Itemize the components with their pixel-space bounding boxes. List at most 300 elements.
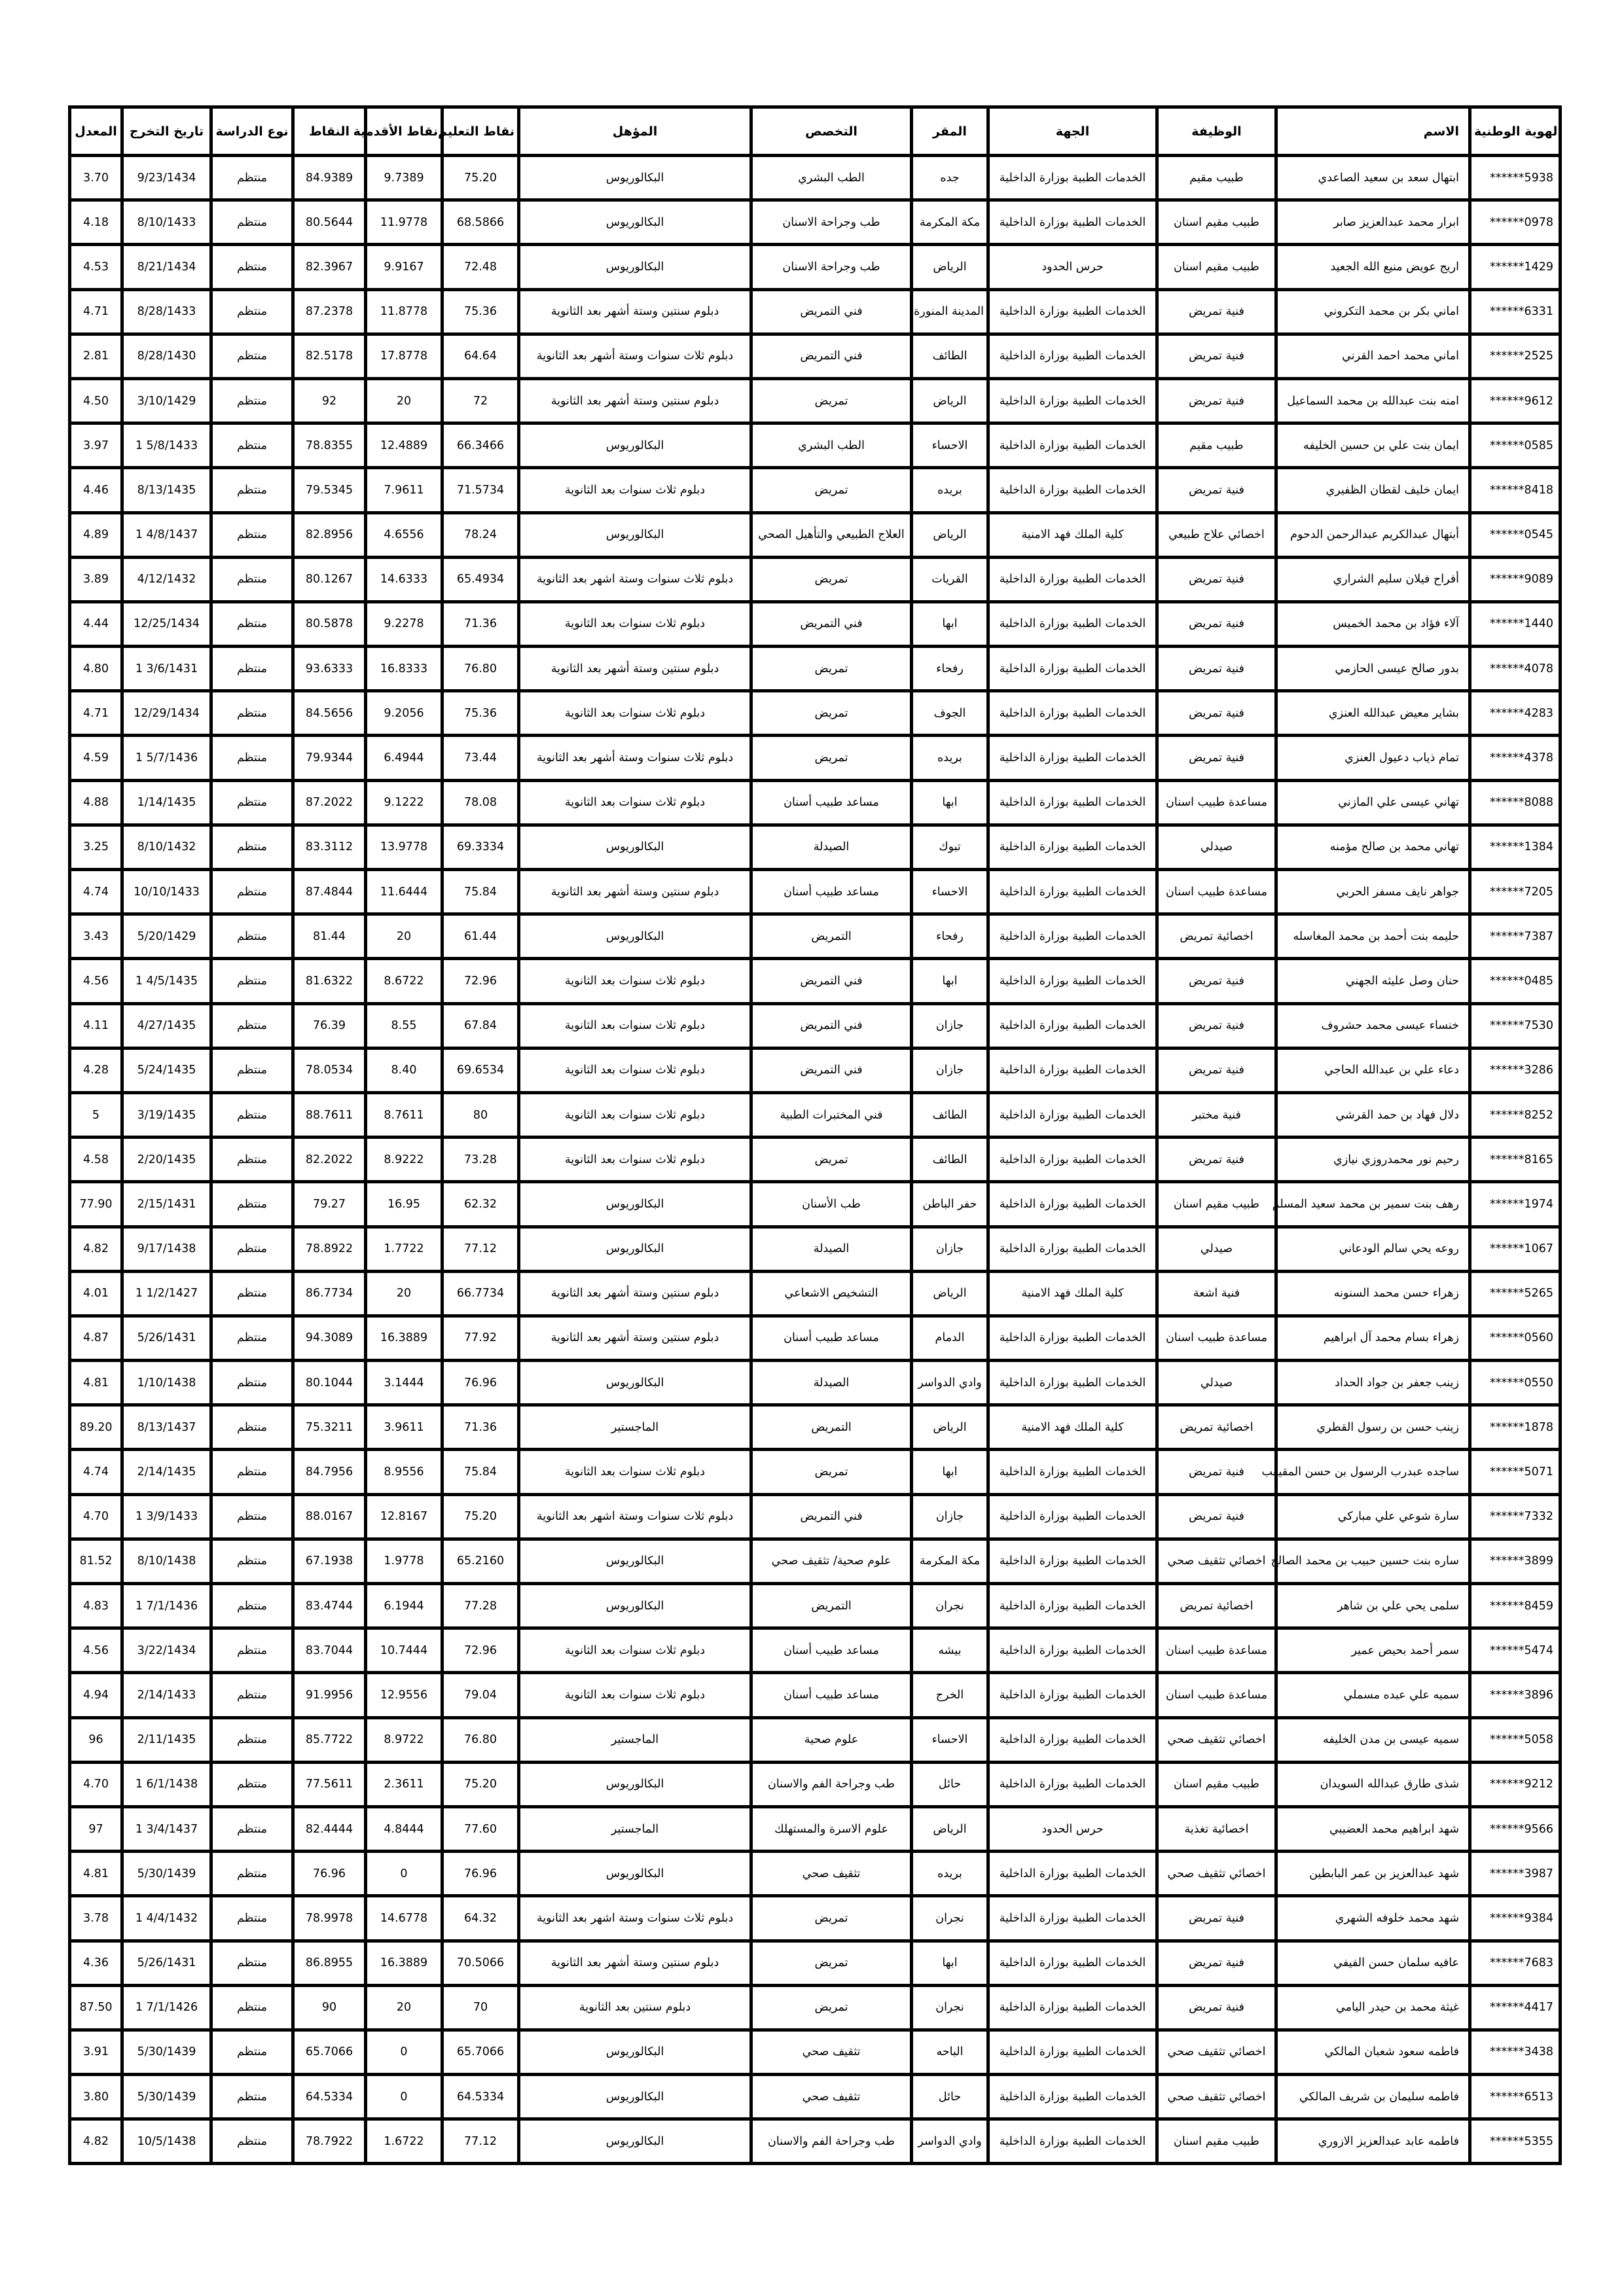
- cell-study-type: منتظم: [211, 647, 293, 691]
- cell-specialty: فني التمريض: [751, 1494, 912, 1539]
- cell-location: ابها: [912, 959, 988, 1003]
- cell-graduation-date: 9/23/1434: [122, 156, 211, 200]
- cell-study-type: منتظم: [211, 1182, 293, 1227]
- table-row: [70, 1539, 1561, 1583]
- cell-specialty: مساعد طبيب أسنان: [751, 1673, 912, 1717]
- cell-national-id: ******5355: [1470, 2119, 1561, 2164]
- cell-total-points: 79.27: [293, 1182, 366, 1227]
- cell-national-id: ******9384: [1470, 1896, 1561, 1941]
- cell-graduation-date: 4/5/1435 1: [122, 959, 211, 1003]
- cell-education-points: 65.4934: [442, 557, 519, 601]
- cell-specialty: فني التمريض: [751, 601, 912, 646]
- cell-gpa: 4.81: [70, 1852, 122, 1896]
- cell-specialty: تمريض: [751, 1450, 912, 1494]
- cell-national-id: ******1067: [1470, 1227, 1561, 1271]
- cell-study-type: منتظم: [211, 1138, 293, 1182]
- cell-specialty: علوم صحية: [751, 1717, 912, 1762]
- cell-qualification: دبلوم ثلاث سنوات بعد الثانوية: [519, 1003, 751, 1048]
- cell-name: عافيه سلمان حسن الفيفي: [1276, 1941, 1470, 1985]
- cell-total-points: 78.9978: [293, 1896, 366, 1941]
- cell-location: حائل: [912, 2075, 988, 2119]
- cell-qualification: دبلوم سنتين وستة أشهر بعد الثانوية: [519, 647, 751, 691]
- cell-total-points: 78.7922: [293, 2119, 366, 2164]
- cell-name: أبتهال عبدالكريم عبدالرحمن الدحوم: [1276, 512, 1470, 557]
- cell-study-type: منتظم: [211, 1628, 293, 1673]
- table-row: [70, 601, 1561, 646]
- cell-name: حليمه بنت أحمد بن محمد المغاسله: [1276, 914, 1470, 959]
- table-row: [70, 423, 1561, 468]
- candidates-table: [68, 105, 1562, 2165]
- cell-graduation-date: 3/4/1437 1: [122, 1806, 211, 1851]
- cell-location: مكة المكرمة: [912, 1539, 988, 1583]
- cell-gpa: 4.74: [70, 870, 122, 914]
- column-header-location: المقر: [912, 107, 988, 156]
- cell-gpa: 4.01: [70, 1271, 122, 1316]
- cell-study-type: منتظم: [211, 870, 293, 914]
- cell-agency: الخدمات الطبية بوزارة الداخلية: [988, 825, 1157, 869]
- table-row: [70, 156, 1561, 200]
- cell-total-points: 82.3967: [293, 245, 366, 289]
- cell-location: تبوك: [912, 825, 988, 869]
- cell-location: الرياض: [912, 245, 988, 289]
- cell-job-title: طبيب مقيم اسنان: [1157, 245, 1276, 289]
- cell-national-id: ******4417: [1470, 1985, 1561, 2030]
- cell-gpa: 4.53: [70, 245, 122, 289]
- cell-agency: الخدمات الطبية بوزارة الداخلية: [988, 2075, 1157, 2119]
- cell-education-points: 80: [442, 1092, 519, 1137]
- cell-gpa: 4.82: [70, 1227, 122, 1271]
- cell-study-type: منتظم: [211, 2030, 293, 2074]
- cell-gpa: 4.81: [70, 1361, 122, 1405]
- cell-education-points: 77.60: [442, 1806, 519, 1851]
- cell-job-title: اخصائي علاج طبيعي: [1157, 512, 1276, 557]
- cell-qualification: دبلوم ثلاث سنوات بعد الثانوية: [519, 691, 751, 736]
- cell-job-title: مساعدة طبيب اسنان: [1157, 870, 1276, 914]
- cell-qualification: البكالوريوس: [519, 512, 751, 557]
- cell-agency: الخدمات الطبية بوزارة الداخلية: [988, 780, 1157, 825]
- cell-education-points: 69.3334: [442, 825, 519, 869]
- cell-qualification: البكالوريوس: [519, 423, 751, 468]
- cell-total-points: 80.1044: [293, 1361, 366, 1405]
- cell-national-id: ******8088: [1470, 780, 1561, 825]
- cell-seniority-points: 9.2056: [366, 691, 442, 736]
- cell-agency: الخدمات الطبية بوزارة الداخلية: [988, 959, 1157, 1003]
- cell-total-points: 91.9956: [293, 1673, 366, 1717]
- cell-gpa: 87.50: [70, 1985, 122, 2030]
- cell-name: غيثة محمد بن حيدر اليامي: [1276, 1985, 1470, 2030]
- cell-total-points: 76.39: [293, 1003, 366, 1048]
- cell-national-id: ******1878: [1470, 1405, 1561, 1450]
- cell-agency: الخدمات الطبية بوزارة الداخلية: [988, 1361, 1157, 1405]
- cell-total-points: 80.1267: [293, 557, 366, 601]
- cell-name: رحيم نور محمدروزي نيازي: [1276, 1138, 1470, 1182]
- cell-name: أفراح فيلان سليم الشراري: [1276, 557, 1470, 601]
- cell-graduation-date: 12/25/1434: [122, 601, 211, 646]
- cell-job-title: فنية تمريض: [1157, 601, 1276, 646]
- column-header-total-points: النقاط: [293, 107, 366, 156]
- cell-location: الدمام: [912, 1316, 988, 1360]
- cell-education-points: 65.7066: [442, 2030, 519, 2074]
- cell-graduation-date: 8/28/1433: [122, 289, 211, 334]
- cell-graduation-date: 12/29/1434: [122, 691, 211, 736]
- cell-study-type: منتظم: [211, 1673, 293, 1717]
- cell-study-type: منتظم: [211, 1227, 293, 1271]
- cell-seniority-points: 4.6556: [366, 512, 442, 557]
- cell-national-id: ******3896: [1470, 1673, 1561, 1717]
- cell-job-title: فنية تمريض: [1157, 1048, 1276, 1092]
- cell-seniority-points: 3.9611: [366, 1405, 442, 1450]
- cell-agency: الخدمات الطبية بوزارة الداخلية: [988, 2119, 1157, 2164]
- cell-agency: الخدمات الطبية بوزارة الداخلية: [988, 156, 1157, 200]
- cell-qualification: دبلوم سنتين وستة أشهر بعد الثانوية: [519, 378, 751, 423]
- cell-location: جازان: [912, 1494, 988, 1539]
- cell-education-points: 75.84: [442, 870, 519, 914]
- cell-location: المدينة المنورة: [912, 289, 988, 334]
- table-row: [70, 1182, 1561, 1227]
- cell-education-points: 70: [442, 1985, 519, 2030]
- cell-specialty: فني التمريض: [751, 1003, 912, 1048]
- cell-gpa: 4.59: [70, 736, 122, 780]
- cell-seniority-points: 16.95: [366, 1182, 442, 1227]
- cell-agency: الخدمات الطبية بوزارة الداخلية: [988, 1584, 1157, 1628]
- cell-education-points: 64.64: [442, 334, 519, 378]
- cell-graduation-date: 5/8/1433 1: [122, 423, 211, 468]
- table-row: [70, 1138, 1561, 1182]
- cell-specialty: العلاج الطبيعي والتأهيل الصحي: [751, 512, 912, 557]
- cell-total-points: 86.8955: [293, 1941, 366, 1985]
- cell-national-id: ******4283: [1470, 691, 1561, 736]
- cell-study-type: منتظم: [211, 914, 293, 959]
- cell-study-type: منتظم: [211, 1003, 293, 1048]
- cell-seniority-points: 6.1944: [366, 1584, 442, 1628]
- cell-total-points: 85.7722: [293, 1717, 366, 1762]
- cell-national-id: ******5058: [1470, 1717, 1561, 1762]
- cell-total-points: 84.5656: [293, 691, 366, 736]
- cell-study-type: منتظم: [211, 1762, 293, 1806]
- cell-qualification: دبلوم ثلاث سنوات وستة أشهر بعد الثانوية: [519, 736, 751, 780]
- cell-national-id: ******0585: [1470, 423, 1561, 468]
- cell-national-id: ******3899: [1470, 1539, 1561, 1583]
- cell-graduation-date: 3/22/1434: [122, 1628, 211, 1673]
- table-row: [70, 647, 1561, 691]
- cell-qualification: البكالوريوس: [519, 2119, 751, 2164]
- cell-agency: الخدمات الطبية بوزارة الداخلية: [988, 334, 1157, 378]
- cell-specialty: تمريض: [751, 736, 912, 780]
- cell-graduation-date: 10/10/1433: [122, 870, 211, 914]
- cell-national-id: ******9212: [1470, 1762, 1561, 1806]
- cell-job-title: فنية تمريض: [1157, 1494, 1276, 1539]
- cell-job-title: فنية تمريض: [1157, 334, 1276, 378]
- table-row: [70, 691, 1561, 736]
- cell-graduation-date: 8/10/1438: [122, 1539, 211, 1583]
- cell-location: بريده: [912, 736, 988, 780]
- cell-location: جازان: [912, 1227, 988, 1271]
- cell-gpa: 4.70: [70, 1762, 122, 1806]
- cell-agency: الخدمات الطبية بوزارة الداخلية: [988, 200, 1157, 245]
- cell-location: الرياض: [912, 512, 988, 557]
- cell-graduation-date: 5/7/1436 1: [122, 736, 211, 780]
- cell-education-points: 67.84: [442, 1003, 519, 1048]
- cell-location: وادي الدواسر: [912, 2119, 988, 2164]
- cell-national-id: ******1440: [1470, 601, 1561, 646]
- cell-education-points: 79.04: [442, 1673, 519, 1717]
- cell-location: الرياض: [912, 378, 988, 423]
- cell-agency: حرس الحدود: [988, 245, 1157, 289]
- cell-gpa: 81.52: [70, 1539, 122, 1583]
- cell-specialty: تمريض: [751, 378, 912, 423]
- cell-qualification: البكالوريوس: [519, 1584, 751, 1628]
- cell-total-points: 79.9344: [293, 736, 366, 780]
- cell-name: فاطمه عابد عبدالعزيز الازوري: [1276, 2119, 1470, 2164]
- cell-study-type: منتظم: [211, 1584, 293, 1628]
- cell-total-points: 76.96: [293, 1852, 366, 1896]
- cell-agency: كلية الملك فهد الامنية: [988, 512, 1157, 557]
- cell-seniority-points: 20: [366, 378, 442, 423]
- table-row: [70, 1941, 1561, 1985]
- cell-qualification: دبلوم ثلاث سنوات بعد الثانوية: [519, 601, 751, 646]
- cell-specialty: مساعد طبيب أسنان: [751, 870, 912, 914]
- cell-job-title: طبيب مقيم اسنان: [1157, 1182, 1276, 1227]
- cell-total-points: 87.2378: [293, 289, 366, 334]
- cell-study-type: منتظم: [211, 1539, 293, 1583]
- cell-job-title: اخصائية تمريض: [1157, 914, 1276, 959]
- cell-graduation-date: 8/10/1432: [122, 825, 211, 869]
- cell-job-title: مساعدة طبيب اسنان: [1157, 1673, 1276, 1717]
- cell-agency: الخدمات الطبية بوزارة الداخلية: [988, 1450, 1157, 1494]
- cell-national-id: ******5474: [1470, 1628, 1561, 1673]
- cell-seniority-points: 6.4944: [366, 736, 442, 780]
- cell-education-points: 77.92: [442, 1316, 519, 1360]
- cell-job-title: اخصائي تثقيف صحي: [1157, 1852, 1276, 1896]
- cell-location: رفحاء: [912, 914, 988, 959]
- table-row: [70, 1717, 1561, 1762]
- cell-name: زينب جعفر بن جواد الحداد: [1276, 1361, 1470, 1405]
- cell-seniority-points: 9.9167: [366, 245, 442, 289]
- cell-study-type: منتظم: [211, 691, 293, 736]
- cell-specialty: طب وجراحة الفم والاسنان: [751, 1762, 912, 1806]
- cell-total-points: 81.44: [293, 914, 366, 959]
- table-row: [70, 1450, 1561, 1494]
- cell-total-points: 78.8355: [293, 423, 366, 468]
- cell-national-id: ******0545: [1470, 512, 1561, 557]
- cell-national-id: ******9089: [1470, 557, 1561, 601]
- cell-specialty: تمريض: [751, 1985, 912, 2030]
- cell-name: سميه عيسى بن مدن الخليفه: [1276, 1717, 1470, 1762]
- cell-seniority-points: 4.8444: [366, 1806, 442, 1851]
- cell-seniority-points: 7.9611: [366, 468, 442, 512]
- cell-study-type: منتظم: [211, 2075, 293, 2119]
- cell-graduation-date: 4/12/1432: [122, 557, 211, 601]
- cell-graduation-date: 7/1/1426 1: [122, 1985, 211, 2030]
- cell-agency: الخدمات الطبية بوزارة الداخلية: [988, 1092, 1157, 1137]
- cell-national-id: ******3286: [1470, 1048, 1561, 1092]
- cell-qualification: البكالوريوس: [519, 1227, 751, 1271]
- cell-agency: الخدمات الطبية بوزارة الداخلية: [988, 557, 1157, 601]
- cell-study-type: منتظم: [211, 780, 293, 825]
- cell-qualification: الماجستير: [519, 1405, 751, 1450]
- cell-qualification: البكالوريوس: [519, 2075, 751, 2119]
- cell-name: سلمى يحي علي بن شاهر: [1276, 1584, 1470, 1628]
- cell-seniority-points: 9.2278: [366, 601, 442, 646]
- cell-national-id: ******1429: [1470, 245, 1561, 289]
- cell-gpa: 3.70: [70, 156, 122, 200]
- cell-seniority-points: 20: [366, 1985, 442, 2030]
- cell-education-points: 78.24: [442, 512, 519, 557]
- cell-location: الباحه: [912, 2030, 988, 2074]
- cell-agency: الخدمات الطبية بوزارة الداخلية: [988, 1941, 1157, 1985]
- cell-name: اريج عويض منيع الله الجعيد: [1276, 245, 1470, 289]
- cell-job-title: فنية مختبر: [1157, 1092, 1276, 1137]
- column-header-education-points: نقاط التعليم: [442, 107, 519, 156]
- cell-gpa: 4.36: [70, 1941, 122, 1985]
- cell-specialty: تثقيف صحي: [751, 2030, 912, 2074]
- cell-gpa: 96: [70, 1717, 122, 1762]
- cell-name: بشاير معيض عبدالله العنزي: [1276, 691, 1470, 736]
- cell-qualification: البكالوريوس: [519, 1182, 751, 1227]
- cell-graduation-date: 7/1/1436 1: [122, 1584, 211, 1628]
- cell-name: دلال فهاد بن حمد القرشي: [1276, 1092, 1470, 1137]
- cell-education-points: 76.80: [442, 647, 519, 691]
- cell-gpa: 5: [70, 1092, 122, 1137]
- cell-study-type: منتظم: [211, 512, 293, 557]
- cell-agency: الخدمات الطبية بوزارة الداخلية: [988, 468, 1157, 512]
- cell-gpa: 4.83: [70, 1584, 122, 1628]
- cell-name: روعه يحي سالم الودعاني: [1276, 1227, 1470, 1271]
- table-row: [70, 1361, 1561, 1405]
- cell-qualification: البكالوريوس: [519, 1852, 751, 1896]
- cell-name: ايمان بنت علي بن حسين الخليفه: [1276, 423, 1470, 468]
- cell-gpa: 3.91: [70, 2030, 122, 2074]
- cell-job-title: مساعدة طبيب اسنان: [1157, 1628, 1276, 1673]
- cell-national-id: ******3987: [1470, 1852, 1561, 1896]
- cell-location: ابها: [912, 1941, 988, 1985]
- cell-job-title: فنية تمريض: [1157, 1138, 1276, 1182]
- cell-specialty: فني المختبرات الطبية: [751, 1092, 912, 1137]
- cell-education-points: 71.36: [442, 1405, 519, 1450]
- cell-agency: الخدمات الطبية بوزارة الداخلية: [988, 647, 1157, 691]
- cell-national-id: ******7530: [1470, 1003, 1561, 1048]
- cell-job-title: صيدلي: [1157, 825, 1276, 869]
- cell-gpa: 4.50: [70, 378, 122, 423]
- cell-study-type: منتظم: [211, 378, 293, 423]
- cell-education-points: 75.36: [442, 691, 519, 736]
- table-row: [70, 1271, 1561, 1316]
- cell-total-points: 88.7611: [293, 1092, 366, 1137]
- cell-qualification: دبلوم سنتين وستة أشهر بعد الثانوية: [519, 1271, 751, 1316]
- cell-location: جازان: [912, 1048, 988, 1092]
- cell-location: جازان: [912, 1003, 988, 1048]
- cell-name: تهاني عيسى علي المازني: [1276, 780, 1470, 825]
- cell-name: اماني محمد احمد القرني: [1276, 334, 1470, 378]
- cell-qualification: البكالوريوس: [519, 2030, 751, 2074]
- cell-specialty: طب وجراحة الاسنان: [751, 200, 912, 245]
- cell-name: تهاني محمد بن صالح مؤمنه: [1276, 825, 1470, 869]
- cell-gpa: 3.25: [70, 825, 122, 869]
- cell-graduation-date: 2/20/1435: [122, 1138, 211, 1182]
- cell-agency: الخدمات الطبية بوزارة الداخلية: [988, 289, 1157, 334]
- cell-study-type: منتظم: [211, 1806, 293, 1851]
- table-row: [70, 1227, 1561, 1271]
- cell-total-points: 82.8956: [293, 512, 366, 557]
- cell-total-points: 64.5334: [293, 2075, 366, 2119]
- table-row: [70, 378, 1561, 423]
- cell-total-points: 93.6333: [293, 647, 366, 691]
- cell-specialty: تمريض: [751, 1941, 912, 1985]
- cell-total-points: 92: [293, 378, 366, 423]
- cell-location: نجران: [912, 1584, 988, 1628]
- cell-total-points: 78.8922: [293, 1227, 366, 1271]
- cell-education-points: 77.12: [442, 2119, 519, 2164]
- cell-specialty: مساعد طبيب أسنان: [751, 1628, 912, 1673]
- cell-seniority-points: 14.6333: [366, 557, 442, 601]
- table-row: [70, 1762, 1561, 1806]
- cell-total-points: 83.7044: [293, 1628, 366, 1673]
- cell-qualification: دبلوم ثلاث سنوات وستة أشهر بعد الثانوية: [519, 334, 751, 378]
- cell-location: جده: [912, 156, 988, 200]
- cell-name: شذى طارق عبدالله السويدان: [1276, 1762, 1470, 1806]
- table-row: [70, 1896, 1561, 1941]
- cell-total-points: 80.5878: [293, 601, 366, 646]
- cell-gpa: 4.56: [70, 959, 122, 1003]
- cell-seniority-points: 1.6722: [366, 2119, 442, 2164]
- cell-gpa: 4.56: [70, 1628, 122, 1673]
- table-row: [70, 780, 1561, 825]
- cell-agency: الخدمات الطبية بوزارة الداخلية: [988, 1673, 1157, 1717]
- cell-agency: الخدمات الطبية بوزارة الداخلية: [988, 1182, 1157, 1227]
- cell-job-title: فنية تمريض: [1157, 1003, 1276, 1048]
- cell-gpa: 3.80: [70, 2075, 122, 2119]
- cell-location: الرياض: [912, 1405, 988, 1450]
- cell-qualification: دبلوم ثلاث سنوات وستة اشهر بعد الثانوية: [519, 1494, 751, 1539]
- cell-location: ابها: [912, 601, 988, 646]
- cell-job-title: اخصائي تثقيف صحي: [1157, 2030, 1276, 2074]
- cell-education-points: 69.6534: [442, 1048, 519, 1092]
- cell-gpa: 4.71: [70, 691, 122, 736]
- column-header-study-type: نوع الدراسة: [211, 107, 293, 156]
- cell-agency: الخدمات الطبية بوزارة الداخلية: [988, 1985, 1157, 2030]
- cell-national-id: ******7387: [1470, 914, 1561, 959]
- cell-gpa: 3.43: [70, 914, 122, 959]
- cell-seniority-points: 2.3611: [366, 1762, 442, 1806]
- cell-qualification: البكالوريوس: [519, 1361, 751, 1405]
- column-header-qualification: المؤهل: [519, 107, 751, 156]
- cell-gpa: 4.82: [70, 2119, 122, 2164]
- cell-education-points: 62.32: [442, 1182, 519, 1227]
- cell-study-type: منتظم: [211, 1361, 293, 1405]
- cell-study-type: منتظم: [211, 736, 293, 780]
- cell-qualification: البكالوريوس: [519, 156, 751, 200]
- table-row: [70, 736, 1561, 780]
- cell-agency: الخدمات الطبية بوزارة الداخلية: [988, 736, 1157, 780]
- cell-education-points: 76.96: [442, 1852, 519, 1896]
- cell-gpa: 3.78: [70, 1896, 122, 1941]
- cell-graduation-date: 5/26/1431: [122, 1316, 211, 1360]
- cell-specialty: تمريض: [751, 647, 912, 691]
- cell-location: الاحساء: [912, 423, 988, 468]
- cell-total-points: 87.2022: [293, 780, 366, 825]
- cell-graduation-date: 8/21/1434: [122, 245, 211, 289]
- cell-seniority-points: 9.7389: [366, 156, 442, 200]
- cell-graduation-date: 4/27/1435: [122, 1003, 211, 1048]
- cell-national-id: ******3438: [1470, 2030, 1561, 2074]
- cell-graduation-date: 3/19/1435: [122, 1092, 211, 1137]
- cell-seniority-points: 11.9778: [366, 200, 442, 245]
- cell-total-points: 82.5178: [293, 334, 366, 378]
- table-row: [70, 245, 1561, 289]
- cell-study-type: منتظم: [211, 1271, 293, 1316]
- cell-total-points: 80.5644: [293, 200, 366, 245]
- cell-specialty: مساعد طبيب أسنان: [751, 780, 912, 825]
